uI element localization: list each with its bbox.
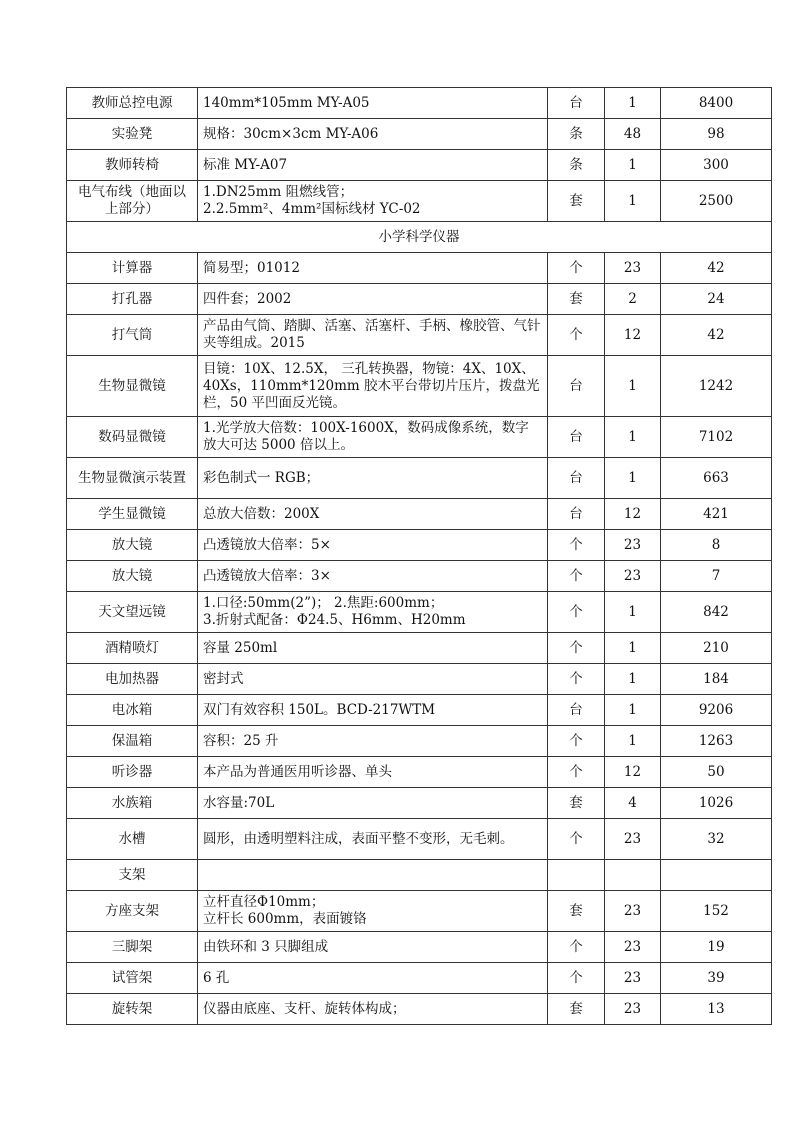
item-price-cell: 152 [661, 891, 772, 932]
item-spec-cell: 凸透镜放大倍率：5× [198, 530, 548, 561]
item-unit-cell: 个 [548, 633, 605, 664]
table-row [67, 530, 772, 561]
item-spec-cell: 立杆直径Φ10mm； 立杆长 600mm，表面镀铬 [198, 891, 548, 932]
item-spec-cell: 容积：25 升 [198, 726, 548, 757]
item-quantity-cell: 12 [605, 499, 661, 530]
item-quantity-cell: 1 [605, 695, 661, 726]
table-row [67, 788, 772, 819]
item-name-cell: 计算器 [67, 253, 198, 284]
item-spec-cell: 由铁环和 3 只脚组成 [198, 932, 548, 963]
table-row [67, 891, 772, 932]
table-row [67, 499, 772, 530]
item-price-cell: 32 [661, 819, 772, 860]
item-name-cell: 教师总控电源 [67, 88, 198, 119]
item-spec-cell: 水容量:70L [198, 788, 548, 819]
item-price-cell: 42 [661, 253, 772, 284]
item-spec-cell: 1.DN25mm 阻燃线管； 2.2.5mm²、4mm²国标线材 YC-02 [198, 181, 548, 222]
item-spec-cell: 1.口径:50mm(2”)； 2.焦距:600mm； 3.折射式配备：Φ24.5、H6mm、H20mm [198, 592, 548, 633]
item-quantity-cell: 1 [605, 356, 661, 417]
item-price-cell: 39 [661, 963, 772, 994]
item-name-cell: 试管架 [67, 963, 198, 994]
item-spec-cell: 标准 MY-A07 [198, 150, 548, 181]
table-row [67, 726, 772, 757]
item-name-cell: 旋转架 [67, 994, 198, 1025]
item-unit-cell: 套 [548, 284, 605, 315]
section-title: 小学科学仪器 [67, 222, 772, 253]
item-unit-cell: 台 [548, 356, 605, 417]
item-price-cell: 663 [661, 458, 772, 499]
item-name-cell: 水槽 [67, 819, 198, 860]
item-quantity-cell: 23 [605, 530, 661, 561]
item-unit-cell: 个 [548, 664, 605, 695]
item-spec-cell: 140mm*105mm MY-A05 [198, 88, 548, 119]
item-quantity-cell: 48 [605, 119, 661, 150]
item-name-cell: 支架 [67, 860, 198, 891]
item-quantity-cell: 23 [605, 932, 661, 963]
table-row [67, 119, 772, 150]
item-quantity-cell: 1 [605, 150, 661, 181]
item-price-cell: 7 [661, 561, 772, 592]
item-quantity-cell: 12 [605, 757, 661, 788]
table-row [67, 315, 772, 356]
item-quantity-cell: 1 [605, 458, 661, 499]
item-unit-cell: 台 [548, 417, 605, 458]
item-name-cell: 电加热器 [67, 664, 198, 695]
item-unit-cell: 条 [548, 150, 605, 181]
item-name-cell: 实验凳 [67, 119, 198, 150]
item-unit-cell: 个 [548, 932, 605, 963]
item-unit-cell: 套 [548, 891, 605, 932]
item-price-cell: 184 [661, 664, 772, 695]
item-price-cell: 8400 [661, 88, 772, 119]
item-price-cell: 300 [661, 150, 772, 181]
item-unit-cell: 个 [548, 963, 605, 994]
item-unit-cell: 个 [548, 315, 605, 356]
item-unit-cell: 个 [548, 592, 605, 633]
item-quantity-cell: 1 [605, 592, 661, 633]
item-price-cell: 1263 [661, 726, 772, 757]
item-unit-cell: 个 [548, 561, 605, 592]
table-row [67, 757, 772, 788]
table-row [67, 963, 772, 994]
item-spec-cell: 产品由气筒、踏脚、活塞、活塞杆、手柄、橡胶管、气针夹等组成。2015 [198, 315, 548, 356]
item-name-cell: 放大镜 [67, 530, 198, 561]
item-spec-cell: 总放大倍数：200X [198, 499, 548, 530]
item-name-cell: 放大镜 [67, 561, 198, 592]
item-spec-cell: 容量 250ml [198, 633, 548, 664]
equipment-table [66, 87, 772, 1025]
item-price-cell: 42 [661, 315, 772, 356]
item-spec-cell: 简易型；01012 [198, 253, 548, 284]
item-name-cell: 三脚架 [67, 932, 198, 963]
item-quantity-cell: 23 [605, 963, 661, 994]
table-row [67, 253, 772, 284]
item-quantity-cell: 1 [605, 88, 661, 119]
item-name-cell: 电气布线（地面以上部分） [67, 181, 198, 222]
item-spec-cell: 规格：30cm×3cm MY-A06 [198, 119, 548, 150]
table-row [67, 994, 772, 1025]
item-price-cell: 7102 [661, 417, 772, 458]
table-row [67, 458, 772, 499]
item-spec-cell: 1.光学放大倍数：100X-1600X，数码成像系统，数字放大可达 5000 倍以上。 [198, 417, 548, 458]
item-name-cell: 生物显微演示装置 [67, 458, 198, 499]
item-unit-cell: 条 [548, 119, 605, 150]
item-spec-cell: 彩色制式一 RGB； [198, 458, 548, 499]
item-name-cell: 保温箱 [67, 726, 198, 757]
equipment-table-body [67, 88, 772, 1025]
table-row [67, 88, 772, 119]
item-spec-cell: 凸透镜放大倍率：3× [198, 561, 548, 592]
item-price-cell: 9206 [661, 695, 772, 726]
item-quantity-cell: 1 [605, 633, 661, 664]
item-name-cell: 学生显微镜 [67, 499, 198, 530]
item-unit-cell: 台 [548, 88, 605, 119]
item-quantity-cell: 12 [605, 315, 661, 356]
table-row [67, 633, 772, 664]
item-quantity-cell: 23 [605, 891, 661, 932]
item-price-cell: 24 [661, 284, 772, 315]
table-row [67, 284, 772, 315]
item-quantity-cell: 1 [605, 664, 661, 695]
item-name-cell: 方座支架 [67, 891, 198, 932]
item-price-cell: 50 [661, 757, 772, 788]
item-quantity-cell [605, 860, 661, 891]
item-quantity-cell: 23 [605, 819, 661, 860]
item-spec-cell: 四件套；2002 [198, 284, 548, 315]
item-unit-cell: 个 [548, 530, 605, 561]
item-quantity-cell: 23 [605, 994, 661, 1025]
item-unit-cell: 个 [548, 757, 605, 788]
item-unit-cell: 台 [548, 695, 605, 726]
item-price-cell: 13 [661, 994, 772, 1025]
item-spec-cell: 目镜：10X、12.5X， 三孔转换器，物镜：4X、10X、40Xs，110mm*120mm 胶木平台带切片压片，拨盘光栏，50 平凹面反光镜。 [198, 356, 548, 417]
item-name-cell: 天文望远镜 [67, 592, 198, 633]
item-price-cell: 421 [661, 499, 772, 530]
item-name-cell: 电冰箱 [67, 695, 198, 726]
item-quantity-cell: 23 [605, 253, 661, 284]
item-quantity-cell: 1 [605, 726, 661, 757]
table-row [67, 181, 772, 222]
item-quantity-cell: 4 [605, 788, 661, 819]
table-row [67, 819, 772, 860]
item-unit-cell: 台 [548, 499, 605, 530]
item-unit-cell [548, 860, 605, 891]
item-price-cell: 1242 [661, 356, 772, 417]
item-price-cell [661, 860, 772, 891]
item-spec-cell: 仪器由底座、支杆、旋转体构成； [198, 994, 548, 1025]
item-unit-cell: 个 [548, 253, 605, 284]
item-price-cell: 210 [661, 633, 772, 664]
table-row [67, 150, 772, 181]
item-quantity-cell: 1 [605, 417, 661, 458]
table-row [67, 664, 772, 695]
item-spec-cell: 密封式 [198, 664, 548, 695]
item-name-cell: 打孔器 [67, 284, 198, 315]
item-unit-cell: 套 [548, 181, 605, 222]
item-price-cell: 8 [661, 530, 772, 561]
item-price-cell: 2500 [661, 181, 772, 222]
item-quantity-cell: 2 [605, 284, 661, 315]
item-spec-cell [198, 860, 548, 891]
section-header-row [67, 222, 772, 253]
item-spec-cell: 双门有效容积 150L。BCD-217WTM [198, 695, 548, 726]
item-price-cell: 98 [661, 119, 772, 150]
item-unit-cell: 套 [548, 788, 605, 819]
item-quantity-cell: 23 [605, 561, 661, 592]
item-spec-cell: 本产品为普通医用听诊器、单头 [198, 757, 548, 788]
item-unit-cell: 套 [548, 994, 605, 1025]
item-name-cell: 酒精喷灯 [67, 633, 198, 664]
item-name-cell: 数码显微镜 [67, 417, 198, 458]
table-row [67, 356, 772, 417]
item-name-cell: 生物显微镜 [67, 356, 198, 417]
table-row [67, 932, 772, 963]
item-unit-cell: 个 [548, 819, 605, 860]
item-quantity-cell: 1 [605, 181, 661, 222]
item-spec-cell: 6 孔 [198, 963, 548, 994]
item-price-cell: 1026 [661, 788, 772, 819]
item-unit-cell: 台 [548, 458, 605, 499]
table-row [67, 695, 772, 726]
item-name-cell: 听诊器 [67, 757, 198, 788]
item-unit-cell: 个 [548, 726, 605, 757]
item-name-cell: 水族箱 [67, 788, 198, 819]
item-price-cell: 19 [661, 932, 772, 963]
table-row [67, 417, 772, 458]
item-spec-cell: 圆形，由透明塑料注成，表面平整不变形，无毛刺。 [198, 819, 548, 860]
item-name-cell: 打气筒 [67, 315, 198, 356]
table-row [67, 860, 772, 891]
table-row [67, 592, 772, 633]
item-price-cell: 842 [661, 592, 772, 633]
item-name-cell: 教师转椅 [67, 150, 198, 181]
table-row [67, 561, 772, 592]
